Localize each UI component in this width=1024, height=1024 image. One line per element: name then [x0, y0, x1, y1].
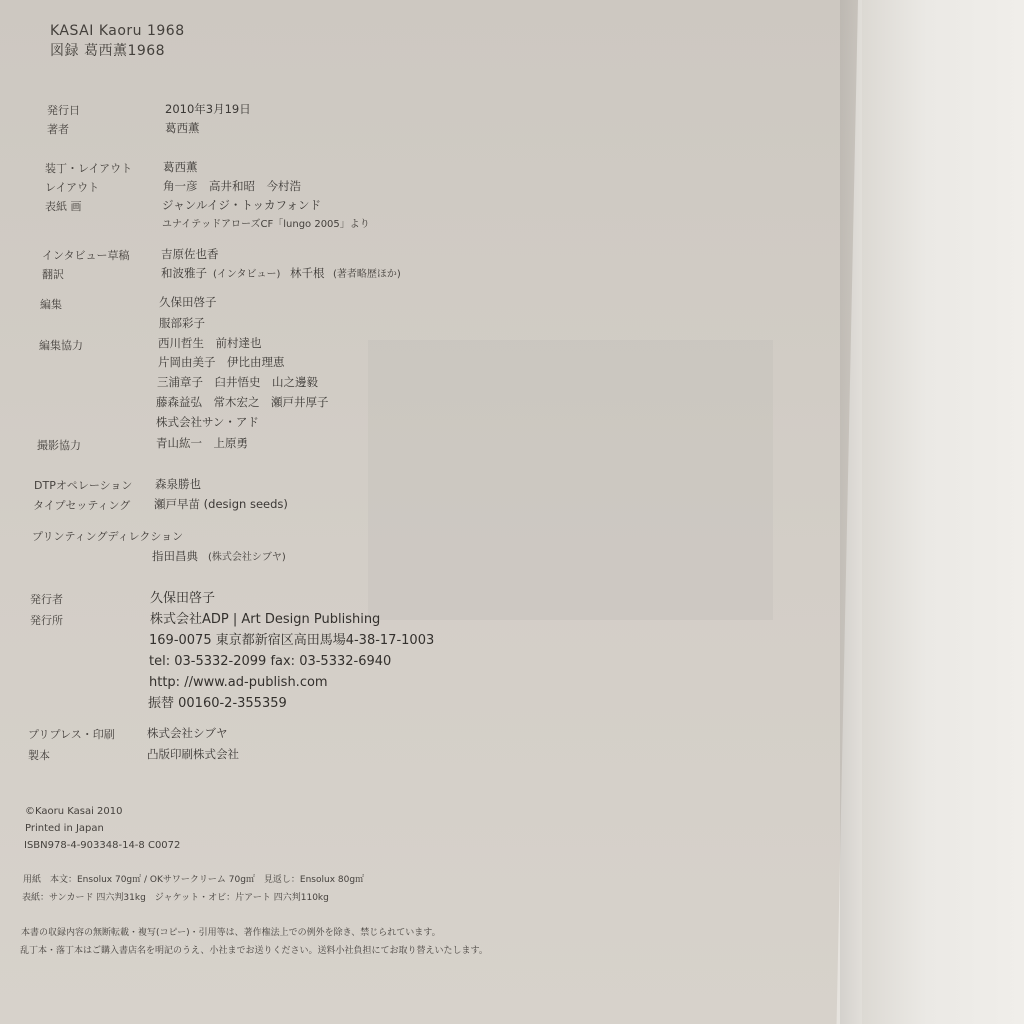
author-label: 著者: [47, 123, 69, 136]
edit-coop-1: 西川哲生 前村達也: [158, 336, 262, 350]
editing-1: 久保田啓子: [159, 295, 217, 309]
printed-in: Printed in Japan: [25, 823, 104, 834]
author: 葛西薫: [165, 121, 200, 135]
edit-coop-5: 株式会社サン・アド: [156, 415, 259, 429]
interview: 吉原佐也香: [161, 247, 219, 261]
replacement-notice: 乱丁本・落丁本はご購入書店名を明記のうえ、小社までお送りください。送料小社負担にてお取り替えいたします。: [20, 946, 488, 956]
cover-label: 表紙 画: [45, 200, 82, 213]
paper-spec-1: 用紙 本文：Ensolux 70g㎡ / OKサワークリーム 70g㎡ 見返し：Ensolux 80g㎡: [23, 875, 365, 885]
binding: 凸版印刷株式会社: [147, 747, 239, 761]
dtp-label: DTPオペレーション: [34, 479, 133, 492]
office-label: 発行所: [30, 614, 63, 627]
prepress-label: プリプレス・印刷: [28, 728, 115, 741]
pub-date-label: 発行日: [47, 104, 80, 117]
postal-transfer: 振替 00160-2-355359: [148, 696, 287, 711]
paper-spec-2: 表紙：サンカード 四六判31kg ジャケット・オビ：片アート 四六判110kg: [22, 893, 329, 903]
prepress: 株式会社シブヤ: [147, 726, 228, 740]
cover: ジャンルイジ・トッカフォンド: [162, 198, 321, 212]
interview-label: インタビュー草稿: [42, 249, 130, 262]
binding-label: 製本: [28, 749, 50, 762]
edit-coop-4: 藤森益弘 常木宏之 瀬戸井厚子: [156, 395, 329, 409]
cover-note: ユナイテッドアローズCF「lungo 2005」より: [162, 219, 370, 230]
translation-2: 林千根: [290, 266, 325, 280]
typesetting: 瀬戸早苗 (design seeds): [154, 497, 288, 511]
translation-note-1: (インタビュー): [213, 269, 281, 280]
pub-date: 2010年3月19日: [165, 102, 251, 116]
office-address: 169-0075 東京都新宿区高田馬場4-38-17-1003: [149, 633, 435, 648]
publishing-office: 株式会社ADP | Art Design Publishing: [150, 612, 381, 627]
copyright-notice: 本書の収録内容の無断転載・複写(コピー)・引用等は、著作権法上での例外を除き、禁じられています。: [21, 928, 441, 938]
printing-direction: 指田昌典: [152, 549, 198, 563]
publisher: 久保田啓子: [150, 591, 216, 606]
header-title-en: KASAI Kaoru 1968: [50, 23, 185, 39]
layout-label: レイアウト: [45, 181, 100, 194]
publisher-label: 発行者: [30, 593, 63, 606]
translation-note-2: (著者略歴ほか): [333, 269, 401, 280]
edit-coop-2: 片岡由美子 伊比由理恵: [158, 355, 285, 369]
printing-direction-note: (株式会社シブヤ): [208, 552, 286, 563]
photo-coop-label: 撮影協力: [37, 439, 81, 452]
editing-2: 服部彩子: [159, 316, 205, 330]
header-title-ja: 図録 葛西薫1968: [50, 43, 166, 59]
photo-coop: 青山紘一 上原勇: [156, 436, 248, 450]
facing-sheet: [862, 0, 1024, 1024]
translation-label: 翻訳: [42, 268, 64, 281]
binding-layout-label: 装丁・レイアウト: [45, 162, 133, 175]
printing-direction-label: プリンティングディレクション: [32, 530, 184, 543]
translation: 和波雅子: [161, 266, 207, 280]
office-tel-fax: tel: 03-5332-2099 fax: 03-5332-6940: [149, 654, 392, 669]
show-through-image: [368, 340, 773, 620]
office-url: http: //www.ad-publish.com: [149, 675, 328, 690]
dtp: 森泉勝也: [155, 477, 201, 491]
edit-coop-3: 三浦章子 臼井悟史 山之邊毅: [157, 375, 318, 389]
binding-layout: 葛西薫: [163, 160, 198, 174]
layout: 角一彦 高井和昭 今村浩: [163, 179, 301, 193]
editing-label: 編集: [40, 298, 62, 311]
copyright: ©Kaoru Kasai 2010: [25, 806, 123, 817]
typesetting-label: タイプセッティング: [33, 499, 131, 512]
edit-coop-label: 編集協力: [39, 339, 83, 352]
isbn: ISBN978-4-903348-14-8 C0072: [24, 840, 181, 851]
